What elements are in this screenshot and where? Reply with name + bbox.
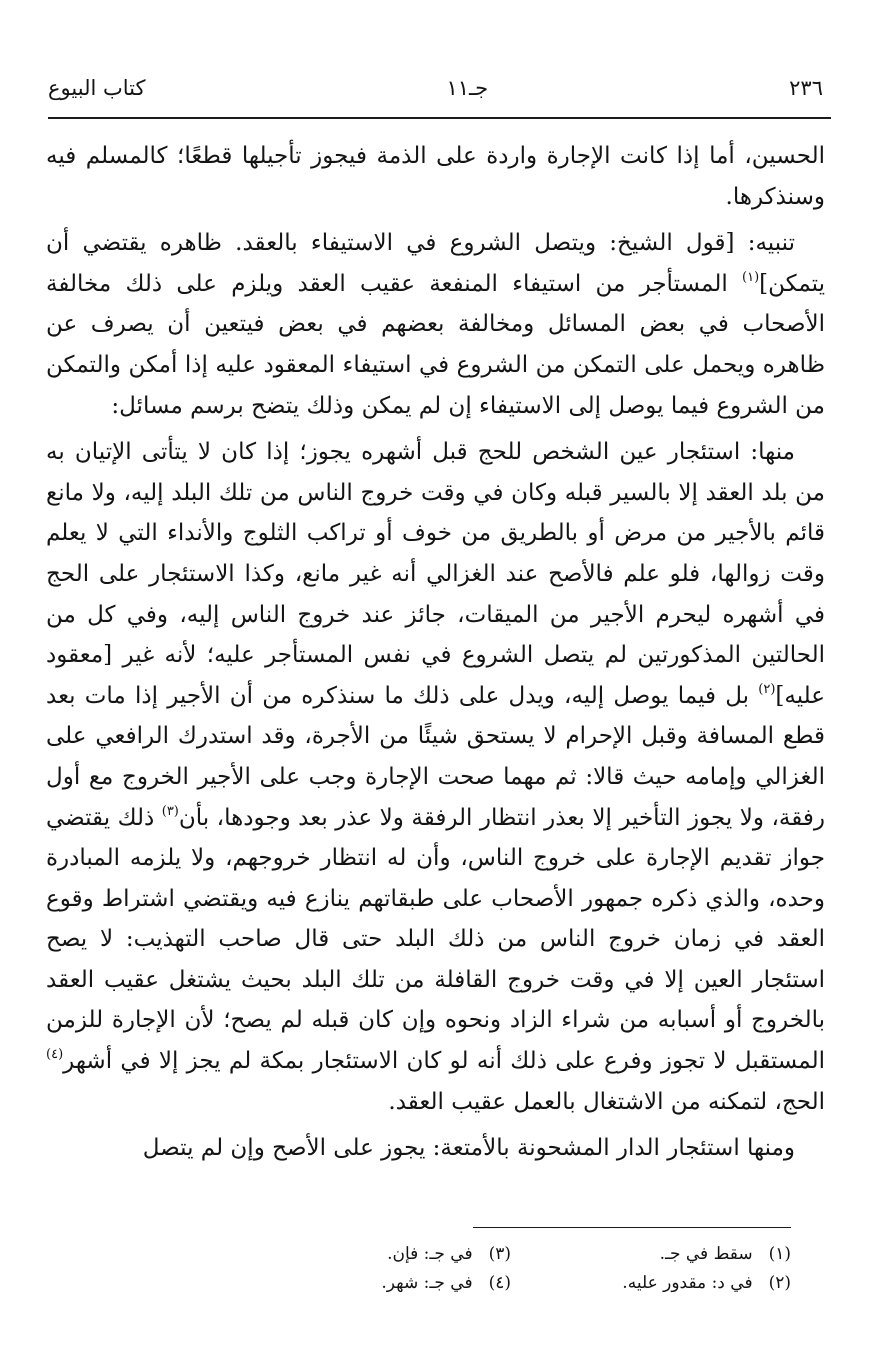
footnote-1	[551, 1240, 791, 1269]
header-rule	[48, 117, 831, 119]
footnote-marker: (٢)	[758, 681, 776, 697]
paragraph-2	[46, 223, 825, 426]
footnote-3	[271, 1240, 511, 1269]
footnote-number: (٣)	[488, 1244, 511, 1264]
paragraph-4	[46, 1128, 825, 1169]
footnote-marker: (٤)	[46, 1047, 64, 1063]
footnote-rule	[473, 1227, 791, 1228]
footnote-number: (٤)	[488, 1273, 511, 1293]
footnote-4	[271, 1269, 511, 1298]
footnote-text: في د: مقدور عليه.	[622, 1273, 753, 1293]
running-header	[48, 68, 823, 108]
text-run: ذلك يقتضي جواز تقديم الإجارة على خروج الناس، وأن له انتظار خروجهم، ولا يلزمه المبادرة وحده، والذي ذكره جمهور الأصحاب على طبقاتهم ينازع فيه ويقتضي اشتراط وقوع العقد في زمان خروج الناس من ذلك البلد حتى قال صاحب التهذيب: لا يصح استئجار العين إلا في وقت خروج القافلة من تلك البلد بحيث يشتغل عقيب العقد بالخروج أو أسبابه من شراء الزاد ونحوه وإن كان قبله لم يصح؛ لأن الإجارة للزمن المستقبل لا تجوز وفرع على ذلك أنه لو كان الاستئجار بمكة لم يجز إلا في أشهر	[46, 804, 825, 1075]
text-run: ومنها استئجار الدار المشحونة بالأمتعة: يجوز على الأصح وإن لم يتصل	[142, 1135, 795, 1162]
paragraph-1	[46, 136, 825, 217]
text-run: الحسين، أما إذا كانت الإجارة واردة على الذمة فيجوز تأجيلها قطعًا؛ كالمسلم فيه وسنذكرها.	[46, 143, 825, 210]
text-run: منها: استئجار عين الشخص للحج قبل أشهره يجوز؛ إذا كان لا يتأتى الإتيان به من بلد العقد إلا بالسير قبله وكان في وقت خروج الناس من تلك البلد إليه، ولا مانع قائم بالأجير من مرض أو بالطريق من خوف أو تراكب الثلوج والأنداء التي لا يعلم وقت زوالها، فلو علم فالأصح عند الغزالي أنه غير مانع، وكذا الاستئجار على الحج في أشهره ليحرم الأجير من الميقات، جائز عند خروج الناس إليه، وفي كل من الحالتين المذكورتين لم يتصل الشروع في نفس المستأجر عليه؛ لأنه غير [معقود عليه]	[46, 439, 825, 709]
footnotes	[271, 1240, 791, 1298]
footnote-marker: (٣)	[161, 803, 179, 819]
page-number: ٢٣٦	[789, 76, 823, 100]
text-run: تنبيه: [قول الشيخ: ويتصل الشروع في الاستيفاء بالعقد. ظاهره يقتضي أن يتمكن]	[46, 230, 825, 297]
footnote-text: في جـ: شهر.	[381, 1273, 473, 1293]
text-run: بل فيما يوصل إليه، ويدل على ذلك ما سنذكره من أن الأجير إذا مات بعد قطع المسافة وقبل الإحرام لا يستحق شيئًا من الأجرة، وقد استدرك الرافعي على الغزالي وإمامه حيث قالا: ثم مهما صحت الإجارة وجب على الأجير الخروج مع أول رفقة، ولا يجوز التأخير إلا بعذر انتظار الرفقة ولا عذر بعد وجودها، بأن	[46, 682, 825, 831]
footnote-number: (٢)	[768, 1273, 791, 1293]
footnote-number: (١)	[768, 1244, 791, 1264]
main-text	[46, 136, 825, 1175]
volume-label: جـ١١	[446, 76, 489, 100]
paragraph-3	[46, 432, 825, 1122]
text-run: الحج، لتمكنه من الاشتغال بالعمل عقيب العقد.	[388, 1088, 825, 1115]
footnote-text: سقط في جـ.	[659, 1244, 753, 1264]
footnote-2	[551, 1269, 791, 1298]
text-run: المستأجر من استيفاء المنفعة عقيب العقد ويلزم على ذلك مخالفة الأصحاب في بعض المسائل ومخالفة بعضهم في بعض فيتعين أن يصرف عن ظاهره ويحمل على التمكن من الشروع في استيفاء المعقود عليه إذا أمكن والتمكن من الشروع فيما يوصل إلى الاستيفاء إن لم يمكن وذلك يتضح برسم مسائل:	[46, 270, 825, 419]
book-title: كتاب البيوع	[48, 76, 146, 100]
footnote-marker: (١)	[742, 269, 760, 285]
footnote-text: في جـ: فإن.	[387, 1244, 473, 1264]
